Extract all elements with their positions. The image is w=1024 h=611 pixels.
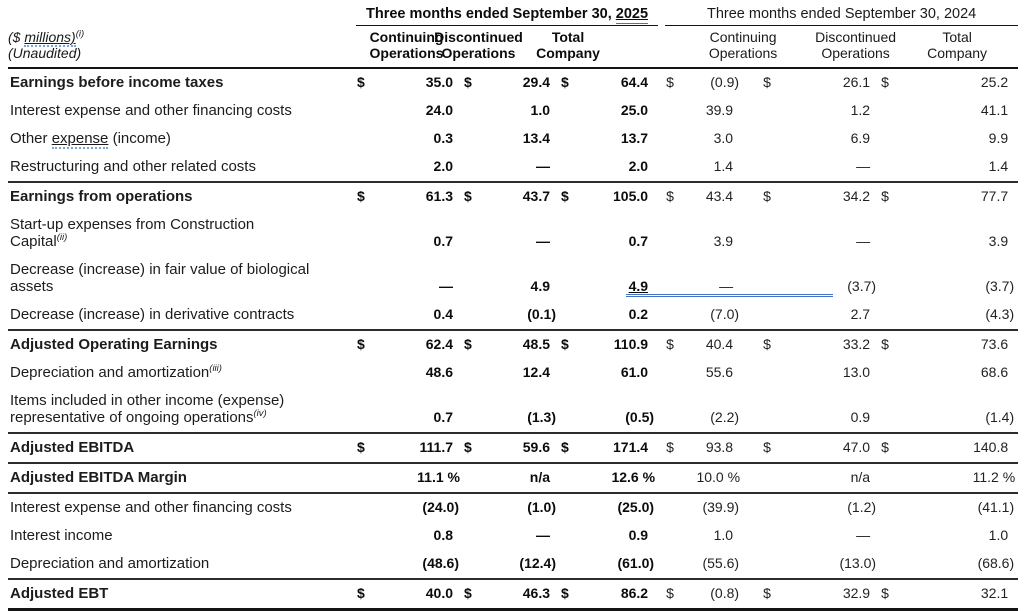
row-label: Depreciation and amortization (8, 550, 356, 579)
value-2025: 0.7 (628, 233, 649, 249)
value-2025: n/a (477, 463, 560, 493)
value-2025: 105.0 (613, 188, 649, 204)
dollar-sign-2024 (880, 550, 894, 579)
dollar-sign-2024 (665, 97, 679, 125)
value-2025: (24.0) (422, 499, 459, 515)
dollar-sign-2024 (665, 125, 679, 153)
dollar-sign-2024 (665, 153, 679, 182)
period-2024-title: Three months ended September 30, 2024 (706, 6, 977, 22)
group-gap (658, 301, 665, 330)
table-row (8, 550, 1018, 579)
dollar-sign-2024 (665, 493, 679, 522)
value-2024: — (679, 256, 743, 301)
value-2024: 32.9 (773, 579, 880, 610)
value-2024: 11.2 % (894, 463, 1018, 493)
dollar-sign-2025 (356, 211, 370, 256)
value-2024: (7.0) (679, 301, 743, 330)
col-header-2025-discontinued: Discontinued Operations (463, 26, 560, 69)
row-label: Start-up expenses from Construction Capital$^{(ii)}$ (10, 216, 255, 250)
value-2025: 0.3 (433, 130, 453, 146)
dollar-sign-2025: $ (560, 433, 574, 463)
dollar-sign-2025: $ (464, 336, 472, 352)
dollar-sign-2025 (560, 493, 574, 522)
value-2025: (48.6) (370, 550, 463, 579)
group-gap (658, 330, 665, 359)
table-row (8, 211, 1018, 256)
dollar-sign-2024 (880, 211, 894, 256)
row-label: Interest expense and other financing costs (10, 499, 292, 516)
value-2024: 1.0 (988, 527, 1009, 543)
dollar-sign-2024 (880, 387, 894, 433)
dollar-sign-2024: $ (763, 74, 771, 90)
dollar-sign-2025 (463, 359, 477, 387)
dollar-sign-2024: $ (880, 433, 894, 463)
dollar-sign-2024: $ (665, 433, 679, 463)
table-row (8, 125, 1018, 153)
value-2025: 48.6 (425, 364, 453, 380)
table-row (8, 463, 1018, 493)
value-2024: 77.7 (980, 188, 1009, 204)
value-2024: 47.0 (773, 433, 880, 463)
dollar-sign-2025 (356, 256, 370, 301)
dollar-sign-2024: $ (880, 579, 894, 610)
value-2024: 1.4 (894, 153, 1018, 182)
dollar-sign-2024 (665, 301, 679, 330)
value-2025: 0.7 (433, 233, 453, 249)
dollar-sign-2025 (356, 359, 370, 387)
value-2024: 3.0 (713, 130, 734, 146)
dollar-sign-2025 (463, 301, 477, 330)
dollar-sign-2025 (356, 522, 370, 550)
table-row (8, 301, 1018, 330)
value-2024: (3.7) (985, 278, 1015, 294)
value-2025: 0.9 (628, 527, 649, 543)
table-body (8, 68, 1018, 610)
dollar-sign-2024 (665, 522, 679, 550)
dollar-sign-2024 (743, 522, 773, 550)
dollar-sign-2025 (560, 550, 574, 579)
table-row (8, 256, 1018, 301)
value-2024: (13.0) (773, 550, 880, 579)
period-header-2024 (665, 4, 1018, 26)
value-2024: 32.1 (894, 579, 1018, 610)
dollar-sign-2024: $ (666, 336, 674, 352)
dollar-sign-2025 (560, 359, 574, 387)
dollar-sign-2025 (560, 211, 574, 256)
dollar-sign-2025 (560, 256, 574, 301)
value-2025: 13.4 (522, 130, 550, 146)
dollar-sign-2024 (880, 153, 894, 182)
period-2025-prefix: Three months ended September 30, (366, 6, 616, 22)
value-2025: — (536, 233, 550, 249)
col-header-2024-total: Total Company (880, 26, 1018, 69)
value-2024: 3.9 (713, 233, 734, 249)
table-row (8, 182, 1018, 211)
value-2025: 171.4 (574, 433, 658, 463)
table-row (8, 330, 1018, 359)
value-2024: 6.9 (850, 130, 871, 146)
row-label: Earnings from operations (10, 188, 193, 205)
dollar-sign-2025 (463, 493, 477, 522)
dollar-sign-2024: $ (763, 188, 771, 204)
value-2024: — (773, 153, 880, 182)
row-label: Decrease (increase) in fair value of biological assets (10, 261, 310, 295)
dollar-sign-2024: $ (743, 433, 773, 463)
group-gap (658, 579, 665, 610)
dollar-sign-2024 (743, 301, 773, 330)
dollar-sign-2024 (743, 97, 773, 125)
value-2024: (0.8) (679, 579, 743, 610)
row-label: Other expense (income) (10, 130, 171, 147)
value-2024: 34.2 (842, 188, 871, 204)
value-2024: 1.2 (850, 102, 871, 118)
value-2024: (1.2) (847, 499, 877, 515)
dollar-sign-2025 (560, 153, 574, 182)
row-label: Interest expense and other financing costs (10, 102, 292, 119)
dollar-sign-2024: $ (665, 579, 679, 610)
unit-note (8, 26, 356, 69)
col-header-2024-discontinued: Discontinued Operations (743, 26, 880, 69)
dollar-sign-2025 (356, 550, 370, 579)
col-header-2025-total: Total Company (560, 26, 658, 69)
unit-note-line2: (Unaudited) (8, 45, 82, 61)
value-2025: 0.2 (574, 301, 658, 330)
table-row (8, 433, 1018, 463)
value-2024: 68.6 (980, 364, 1009, 380)
group-gap (658, 359, 665, 387)
value-2024: — (856, 527, 871, 543)
value-2024: 140.8 (894, 433, 1018, 463)
value-2024: (3.7) (773, 256, 880, 301)
dollar-sign-2024 (880, 463, 894, 493)
value-2024: 39.9 (705, 102, 734, 118)
value-2025: 0.7 (370, 387, 463, 433)
dollar-sign-2025 (560, 301, 574, 330)
row-label: Adjusted EBT (8, 579, 356, 610)
dollar-sign-2025 (463, 387, 477, 433)
dollar-sign-2025: $ (357, 74, 365, 90)
value-2025: 61.3 (425, 188, 453, 204)
value-2025: — (536, 527, 550, 543)
value-2025: 35.0 (425, 74, 453, 90)
value-2025: 13.7 (620, 130, 649, 146)
value-2025: 111.7 (370, 433, 463, 463)
dollar-sign-2025 (356, 97, 370, 125)
value-2025: (25.0) (617, 499, 655, 515)
dollar-sign-2024 (665, 359, 679, 387)
row-label: Restructuring and other related costs (8, 153, 356, 182)
dollar-sign-2025 (356, 125, 370, 153)
dollar-sign-2025 (560, 125, 574, 153)
group-gap (658, 182, 665, 211)
dollar-sign-2025: $ (463, 579, 477, 610)
value-2025: 4.9 (574, 256, 658, 301)
dollar-sign-2024 (665, 463, 679, 493)
value-2024: 73.6 (980, 336, 1009, 352)
dollar-sign-2024 (880, 359, 894, 387)
value-2024: (2.2) (679, 387, 743, 433)
dollar-sign-2024: $ (666, 74, 674, 90)
dollar-sign-2025: $ (357, 336, 365, 352)
value-2025: 29.4 (522, 74, 550, 90)
value-2025: (1.0) (527, 499, 556, 515)
value-2024: (4.3) (894, 301, 1018, 330)
dollar-sign-2025: $ (464, 188, 472, 204)
value-2025: 25.0 (620, 102, 649, 118)
value-2025: 11.1 % (370, 463, 463, 493)
dollar-sign-2025: $ (561, 336, 569, 352)
value-2025: — (439, 278, 453, 294)
value-2024: 1.4 (679, 153, 743, 182)
header-spacer (8, 4, 356, 26)
value-2025: (1.3) (477, 387, 560, 433)
value-2025: 12.4 (522, 364, 550, 380)
value-2025: 59.6 (477, 433, 560, 463)
dollar-sign-2024 (743, 211, 773, 256)
dollar-sign-2024 (743, 125, 773, 153)
value-2025: 2.0 (574, 153, 658, 182)
table-row (8, 493, 1018, 522)
dollar-sign-2025 (463, 211, 477, 256)
group-gap (658, 256, 665, 301)
dollar-sign-2025 (356, 301, 370, 330)
value-2025: 2.0 (370, 153, 463, 182)
group-gap (658, 125, 665, 153)
group-gap (658, 4, 665, 26)
dollar-sign-2024 (743, 256, 773, 301)
dollar-sign-2025: $ (357, 188, 365, 204)
dollar-sign-2024: $ (881, 336, 889, 352)
dollar-sign-2024 (880, 256, 894, 301)
dollar-sign-2024 (880, 522, 894, 550)
value-2025: — (477, 153, 560, 182)
value-2025: 0.8 (433, 527, 453, 543)
group-gap (658, 387, 665, 433)
table-row (8, 359, 1018, 387)
value-2025: 86.2 (574, 579, 658, 610)
dollar-sign-2024: $ (666, 188, 674, 204)
dollar-sign-2025: $ (560, 579, 574, 610)
group-gap (658, 433, 665, 463)
value-2025: 61.0 (620, 364, 649, 380)
value-2025: 1.0 (530, 102, 550, 118)
dollar-sign-2025 (463, 463, 477, 493)
value-2024: 93.8 (679, 433, 743, 463)
value-2024: (68.6) (894, 550, 1018, 579)
dollar-sign-2025 (356, 493, 370, 522)
value-2025: (12.4) (477, 550, 560, 579)
value-2024: — (856, 233, 871, 249)
period-header-2025 (356, 4, 658, 26)
value-2025: 24.0 (425, 102, 453, 118)
value-2024: 43.4 (705, 188, 734, 204)
dollar-sign-2024 (665, 256, 679, 301)
value-2024: (0.9) (710, 74, 740, 90)
dollar-sign-2025 (356, 387, 370, 433)
value-2025: 62.4 (425, 336, 453, 352)
dollar-sign-2024: $ (743, 579, 773, 610)
value-2025: 64.4 (620, 74, 649, 90)
value-2025: 40.0 (370, 579, 463, 610)
dollar-sign-2025 (560, 97, 574, 125)
dollar-sign-2025: $ (561, 188, 569, 204)
group-gap (658, 550, 665, 579)
dollar-sign-2025 (560, 387, 574, 433)
dollar-sign-2025 (560, 463, 574, 493)
value-2024: (41.1) (977, 499, 1015, 515)
table-row (8, 153, 1018, 182)
value-2025: 4.9 (530, 278, 550, 294)
ebitda-reconciliation-table (8, 4, 1018, 611)
group-gap (658, 463, 665, 493)
value-2024: 33.2 (842, 336, 871, 352)
value-2024: (39.9) (702, 499, 740, 515)
dollar-sign-2025 (356, 463, 370, 493)
dollar-sign-2025 (463, 522, 477, 550)
dollar-sign-2025: $ (356, 579, 370, 610)
value-2025: (0.1) (477, 301, 560, 330)
row-label: Depreciation and amortization$^{(iii)}$ (10, 363, 222, 381)
dollar-sign-2024 (665, 387, 679, 433)
group-gap (658, 153, 665, 182)
value-2024: 25.2 (980, 74, 1009, 90)
table-row (8, 97, 1018, 125)
group-gap (658, 522, 665, 550)
row-label: Items included in other income (expense) representative of ongoing operations$^{(iv)}$ (8, 387, 356, 433)
period-header-row (8, 4, 1018, 26)
dollar-sign-2024 (665, 211, 679, 256)
value-2025: (0.5) (574, 387, 658, 433)
value-2024: (55.6) (679, 550, 743, 579)
dollar-sign-2025: $ (561, 74, 569, 90)
value-2024: 0.9 (773, 387, 880, 433)
dollar-sign-2024 (743, 550, 773, 579)
group-gap (658, 211, 665, 256)
value-2025: 46.3 (477, 579, 560, 610)
row-label: Adjusted EBITDA (8, 433, 356, 463)
dollar-sign-2024 (665, 550, 679, 579)
dollar-sign-2025 (463, 125, 477, 153)
value-2025: (61.0) (574, 550, 658, 579)
col-header-2024-continuing: Continuing Operations (665, 26, 743, 69)
row-label: Earnings before income taxes (10, 74, 224, 91)
value-2025: 48.5 (522, 336, 550, 352)
group-gap (658, 97, 665, 125)
group-gap (658, 26, 665, 69)
table-row (8, 522, 1018, 550)
value-2025: 12.6 % (574, 463, 658, 493)
dollar-sign-2025 (463, 256, 477, 301)
dollar-sign-2025 (463, 153, 477, 182)
value-2025: 0.4 (370, 301, 463, 330)
dollar-sign-2024: $ (763, 336, 771, 352)
dollar-sign-2024 (743, 463, 773, 493)
col-header-2025-continuing: Continuing Operations (356, 26, 463, 69)
group-gap (658, 493, 665, 522)
value-2024: n/a (773, 463, 880, 493)
table-row (8, 68, 1018, 97)
dollar-sign-2024 (743, 359, 773, 387)
row-label: Adjusted EBITDA Margin (8, 463, 356, 493)
dollar-sign-2024: $ (881, 188, 889, 204)
value-2024: 40.4 (705, 336, 734, 352)
dollar-sign-2024: $ (881, 74, 889, 90)
value-2024: 13.0 (842, 364, 871, 380)
row-label: Decrease (increase) in derivative contracts (8, 301, 356, 330)
value-2024: (1.4) (894, 387, 1018, 433)
dollar-sign-2024 (743, 153, 773, 182)
row-label: Interest income (10, 527, 113, 544)
dollar-sign-2024 (880, 125, 894, 153)
value-2025: 43.7 (522, 188, 550, 204)
period-2025-year: 2025 (615, 6, 649, 22)
value-2024: 9.9 (988, 130, 1009, 146)
value-2024: 41.1 (980, 102, 1009, 118)
value-2024: 10.0 % (679, 463, 743, 493)
dollar-sign-2025: $ (463, 433, 477, 463)
value-2024: 2.7 (773, 301, 880, 330)
dollar-sign-2024 (880, 301, 894, 330)
unit-note-line1: ($ millions)$^{(i)}$ (8, 28, 85, 45)
value-2024: 55.6 (705, 364, 734, 380)
column-header-row (8, 26, 1018, 69)
value-2024: 26.1 (842, 74, 871, 90)
value-2025: 110.9 (613, 336, 649, 352)
dollar-sign-2025 (356, 153, 370, 182)
dollar-sign-2025 (463, 550, 477, 579)
dollar-sign-2025 (560, 522, 574, 550)
dollar-sign-2025 (463, 97, 477, 125)
value-2024: 1.0 (713, 527, 734, 543)
dollar-sign-2025: $ (356, 433, 370, 463)
row-label: Adjusted Operating Earnings (10, 336, 218, 353)
value-2024: 3.9 (988, 233, 1009, 249)
group-gap (658, 68, 665, 97)
dollar-sign-2025: $ (464, 74, 472, 90)
dollar-sign-2024 (743, 493, 773, 522)
table-row (8, 579, 1018, 610)
dollar-sign-2024 (880, 97, 894, 125)
dollar-sign-2024 (743, 387, 773, 433)
table-row (8, 387, 1018, 433)
dollar-sign-2024 (880, 493, 894, 522)
